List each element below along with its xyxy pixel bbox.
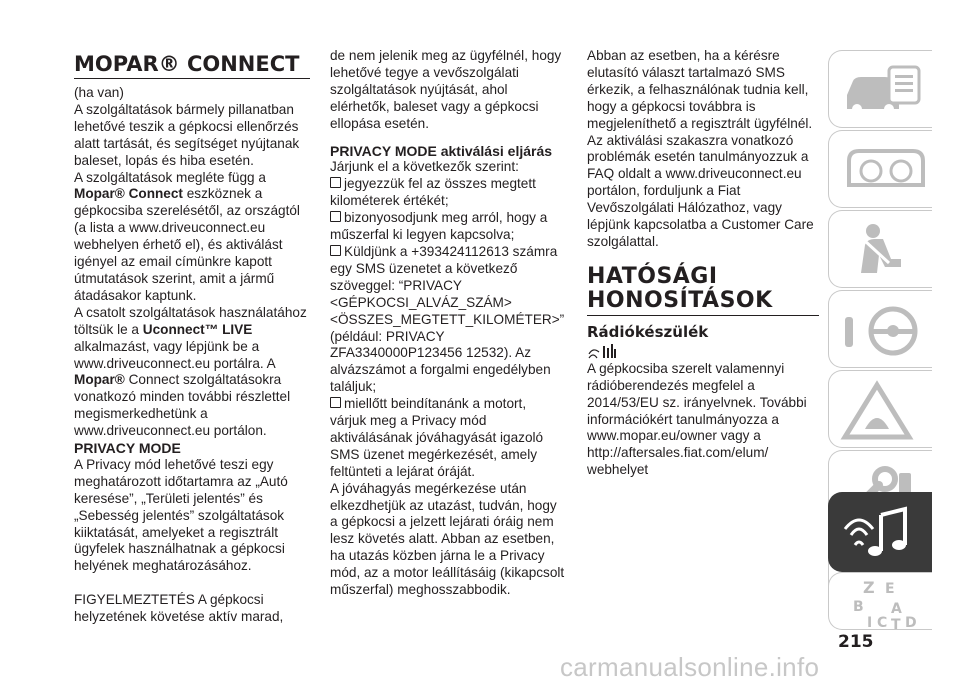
checkbox-icon [330,177,341,188]
svg-text:Z: Z [863,578,875,597]
title-line: HATÓSÁGI [587,263,718,289]
column-1 [74,52,310,626]
step-text: miellőtt beindítanánk a motort, várjuk meg a Privacy mód aktiválásának jóváhagyását igazoló SMS üzenet megérkezését, amely feltünteti a lejárat óráját. [330,396,544,479]
warning-paragraph: FIGYELMEZTETÉS A gépkocsi helyzetének követése aktív marad, [74,592,284,625]
step-text: bizonyosodjunk meg arról, hogy a műszerfal ki legyen kapcsolva; [330,210,548,243]
paragraph: A gépkocsiba szerelt valamennyi rádióberendezés megfelel a 2014/53/EU sz. irányelvnek. További információkért tanulmányozza a www.mopar.eu/owner vagy a http://aftersales.fiat.com/elum/ webhelyet [587,360,807,478]
paragraph: A Privacy mód lehetővé teszi egy meghatározott időtartamra az „Autó keresése”, „Területi jelentés” és „Sebesség jelentés” szolgáltatások kiiktatását, amelyeket a regisztrált ügyfelek használhatnak a gépkocsi helyének meghatározásához. [74,456,288,574]
multimedia-music-icon [829,493,933,573]
text: A csatolt szolgáltatások használatához töltsük le a [74,304,307,337]
step-item [330,210,566,244]
paragraph [74,170,310,305]
text: eszköznek a gépkocsiba szerelésétől, az országtól (a lista a www.driveuconnect.eu webhelyen érhető el), és aktiválást igényel az email címünkre kapott útmutatások szerint, amit a jármű átadásakor kaptunk. [74,186,300,303]
column-2 [330,48,566,599]
text: Connect szolgáltatásokra vonatkozó minden további részlettel megismerkedhetünk a www.driveuconnect.eu portálon. [74,372,291,439]
step-item [330,244,566,396]
subheading-privacy-mode: PRIVACY MODE [74,440,181,457]
section-title-homologations [587,265,819,313]
paragraph [74,305,310,440]
page-number: 215 [838,632,874,652]
paragraph: Járjunk el a következők szerint: [330,159,519,175]
car-icon [829,51,933,129]
svg-text:D: D [905,615,917,631]
alphabet-index-icon [829,573,933,631]
brand-name: Mopar® [74,372,125,388]
watermark: carmanualsonline.info [560,652,820,682]
tab-dashboard[interactable] [828,130,932,208]
paragraph: Abban az esetben, ha a kérésre elutasító választ tartalmazó SMS érkezik, a felhasználónak tudnia kell, hogy a gépkocsi továbbra is megjeleníthető a regisztrált ügyfélnél. Az aktiválási szakaszra vonatkozó problémák esetén tanulmányozzuk a FAQ oldalt a www.driveuconnect.eu portálon, forduljunk a Fiat Vevőszolgálati Hálózathoz, vagy lépjünk kapcsolatba a Customer Care szolgálattal. [587,48,814,249]
radio-signal-icon [587,343,819,359]
dashboard-icon [829,131,933,209]
availability-note: (ha van) [74,85,124,100]
svg-text:C: C [877,615,888,631]
steering-wheel-icon [829,291,933,369]
svg-text:A: A [891,601,902,617]
tab-emergency[interactable] [828,370,932,448]
paragraph: A jóváhagyás megérkezése után elkezdhetjük az utazást, tudván, hogy a gépkocsi a jelzett lejárati óráig nem lesz követés alatt. Abban az esetben, ha utazás közben járna le a Privacy mód, az a motor leállításáig (kikapcsolt műszerfal) meghosszabbodik. [330,480,565,598]
step-text: jegyezzük fel az összes megtett kilométerek értékét; [330,176,536,209]
title-rule [587,315,819,316]
checkbox-icon [330,211,341,222]
step-text: Küldjünk a +393424112613 számra egy SMS üzenetet a következő szöveggel: “PRIVACY <GÉPKOCSI_ALVÁZ_SZÁM> <ÖSSZES_MEGTETT_KILOMÉTER>” (például: PRIVACY ZFA3340000P123456 12532). Az alvázszámot a forgalmi engedélyben találjuk; [330,243,565,395]
svg-text:T: T [891,617,901,631]
svg-text:E: E [885,581,895,597]
text: alkalmazást, vagy lépjünk be a www.driveuconnect.eu portálra. A [74,338,275,371]
paragraph: A szolgáltatások bármely pillanatban lehetővé teszik a gépkocsi ellenőrzés alatt tartását, és segítséget nyújtanak baleset, lopás és hiba esetén. [74,101,300,168]
svg-text:B: B [853,599,864,615]
tab-vehicle-overview[interactable] [828,50,932,128]
title-line: HONOSÍTÁSOK [587,287,773,313]
svg-text:I: I [867,615,873,631]
tab-safety[interactable] [828,210,932,288]
subheading-radio: Rádiókészülék [587,322,709,341]
section-title-mopar-connect: MOPAR® CONNECT [74,52,300,76]
tab-index[interactable] [828,572,932,630]
text: A szolgáltatások megléte függ a [74,169,266,185]
step-item [330,396,566,481]
brand-name: Mopar® Connect [74,186,183,202]
chapter-sidebar [828,50,932,630]
warning-triangle-icon [829,371,933,449]
checkbox-icon [330,245,341,256]
column-3 [587,48,819,479]
tab-multimedia[interactable] [828,492,932,572]
step-item [330,176,566,210]
paragraph: de nem jelenik meg az ügyfélnél, hogy lehetővé tegye a vevőszolgálati szolgáltatások nyújtását, ahol elérhetők, baleset vagy a gépkocsi ellopása esetén. [330,48,562,131]
seatbelt-person-icon [829,211,933,289]
subheading-activation: PRIVACY MODE aktiválási eljárás [330,142,553,159]
brand-name: Uconnect™ LIVE [142,321,253,337]
tab-starting-driving[interactable] [828,290,932,368]
checkbox-icon [330,397,341,408]
title-rule [74,78,310,79]
